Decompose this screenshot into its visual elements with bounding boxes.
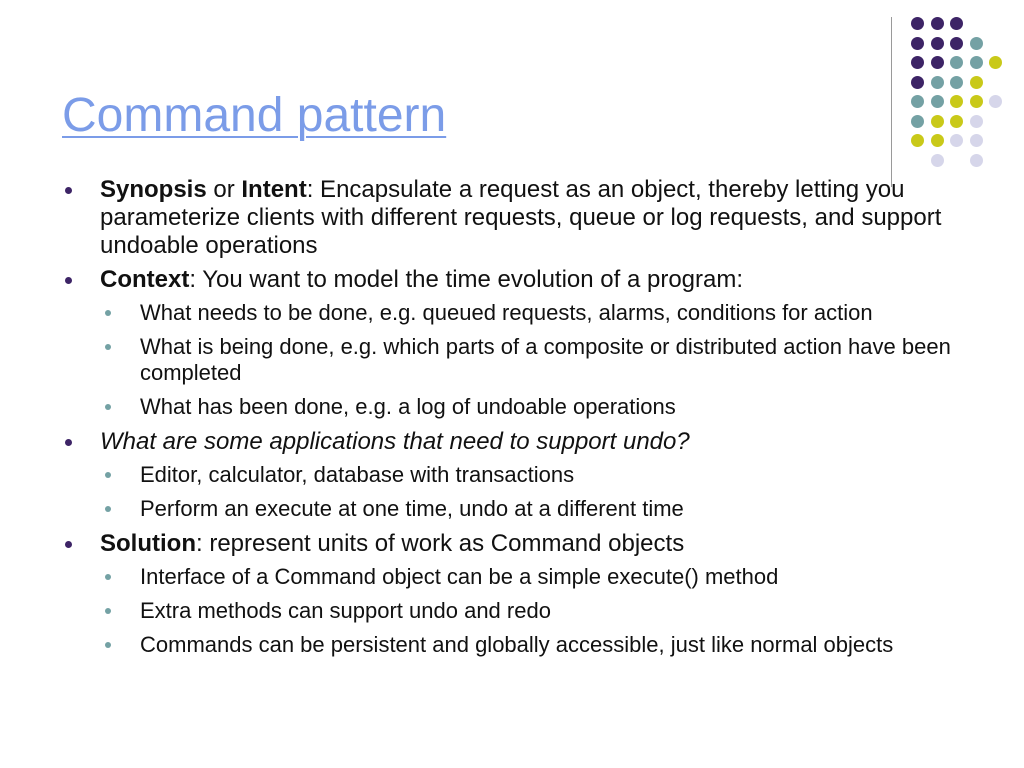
decorative-dot <box>931 56 944 69</box>
sub-bullet: What needs to be done, e.g. queued requests, alarms, conditions for action <box>62 300 982 326</box>
decorative-dot <box>970 134 983 147</box>
decorative-dot <box>950 17 963 30</box>
decorative-dot <box>931 154 944 167</box>
term-intent: Intent <box>241 176 307 203</box>
decorative-dot <box>931 115 944 128</box>
term-context: Context <box>100 266 190 293</box>
slide-body <box>62 176 982 666</box>
decorative-dot <box>950 56 963 69</box>
sub-bullet: Extra methods can support undo and redo <box>62 598 982 624</box>
decorative-dot <box>989 56 1002 69</box>
decorative-dot <box>970 37 983 50</box>
decorative-dot <box>970 95 983 108</box>
decorative-dot <box>911 95 924 108</box>
term-synopsis: Synopsis <box>100 176 207 203</box>
decorative-dot <box>950 76 963 89</box>
decorative-dot <box>970 115 983 128</box>
decorative-dot <box>950 37 963 50</box>
decorative-dot <box>950 115 963 128</box>
decorative-dot <box>970 154 983 167</box>
decorative-dot <box>950 95 963 108</box>
decorative-dot <box>970 56 983 69</box>
bullet-synopsis <box>62 176 982 260</box>
sub-bullet: Editor, calculator, database with transactions <box>62 462 982 488</box>
sub-bullet: Commands can be persistent and globally accessible, just like normal objects <box>62 632 982 658</box>
synopsis-text: : Encapsulate a request as an object, thereby letting you parameterize clients with different requests, queue or log requests, and support undoable operations <box>100 176 942 259</box>
connector-or: or <box>206 176 242 203</box>
decorative-dot <box>931 95 944 108</box>
question-text: What are some applications that need to support undo? <box>100 428 690 455</box>
vertical-divider <box>891 17 892 187</box>
bullet-question <box>62 428 982 456</box>
context-text: : You want to model the time evolution of a program: <box>189 266 744 293</box>
sub-bullet: Interface of a Command object can be a simple execute() method <box>62 564 982 590</box>
decorative-dot <box>911 115 924 128</box>
sub-bullet: Perform an execute at one time, undo at a different time <box>62 496 982 522</box>
decorative-dot <box>970 76 983 89</box>
solution-text: : represent units of work as Command objects <box>195 530 685 557</box>
decorative-dot <box>931 134 944 147</box>
decorative-dot <box>931 37 944 50</box>
decorative-dot <box>911 76 924 89</box>
term-solution: Solution <box>100 530 196 557</box>
slide-title: Command pattern <box>62 89 447 142</box>
bullet-context <box>62 266 982 294</box>
bullet-solution <box>62 530 982 558</box>
decorative-dot <box>931 17 944 30</box>
decorative-dot <box>950 134 963 147</box>
sub-bullet: What is being done, e.g. which parts of a composite or distributed action have been completed <box>62 334 982 386</box>
sub-bullet: What has been done, e.g. a log of undoable operations <box>62 394 982 420</box>
decorative-dot <box>911 37 924 50</box>
decorative-dot <box>911 134 924 147</box>
decorative-dot <box>911 56 924 69</box>
decorative-dot <box>931 76 944 89</box>
decorative-dot <box>989 95 1002 108</box>
decorative-dot <box>911 17 924 30</box>
